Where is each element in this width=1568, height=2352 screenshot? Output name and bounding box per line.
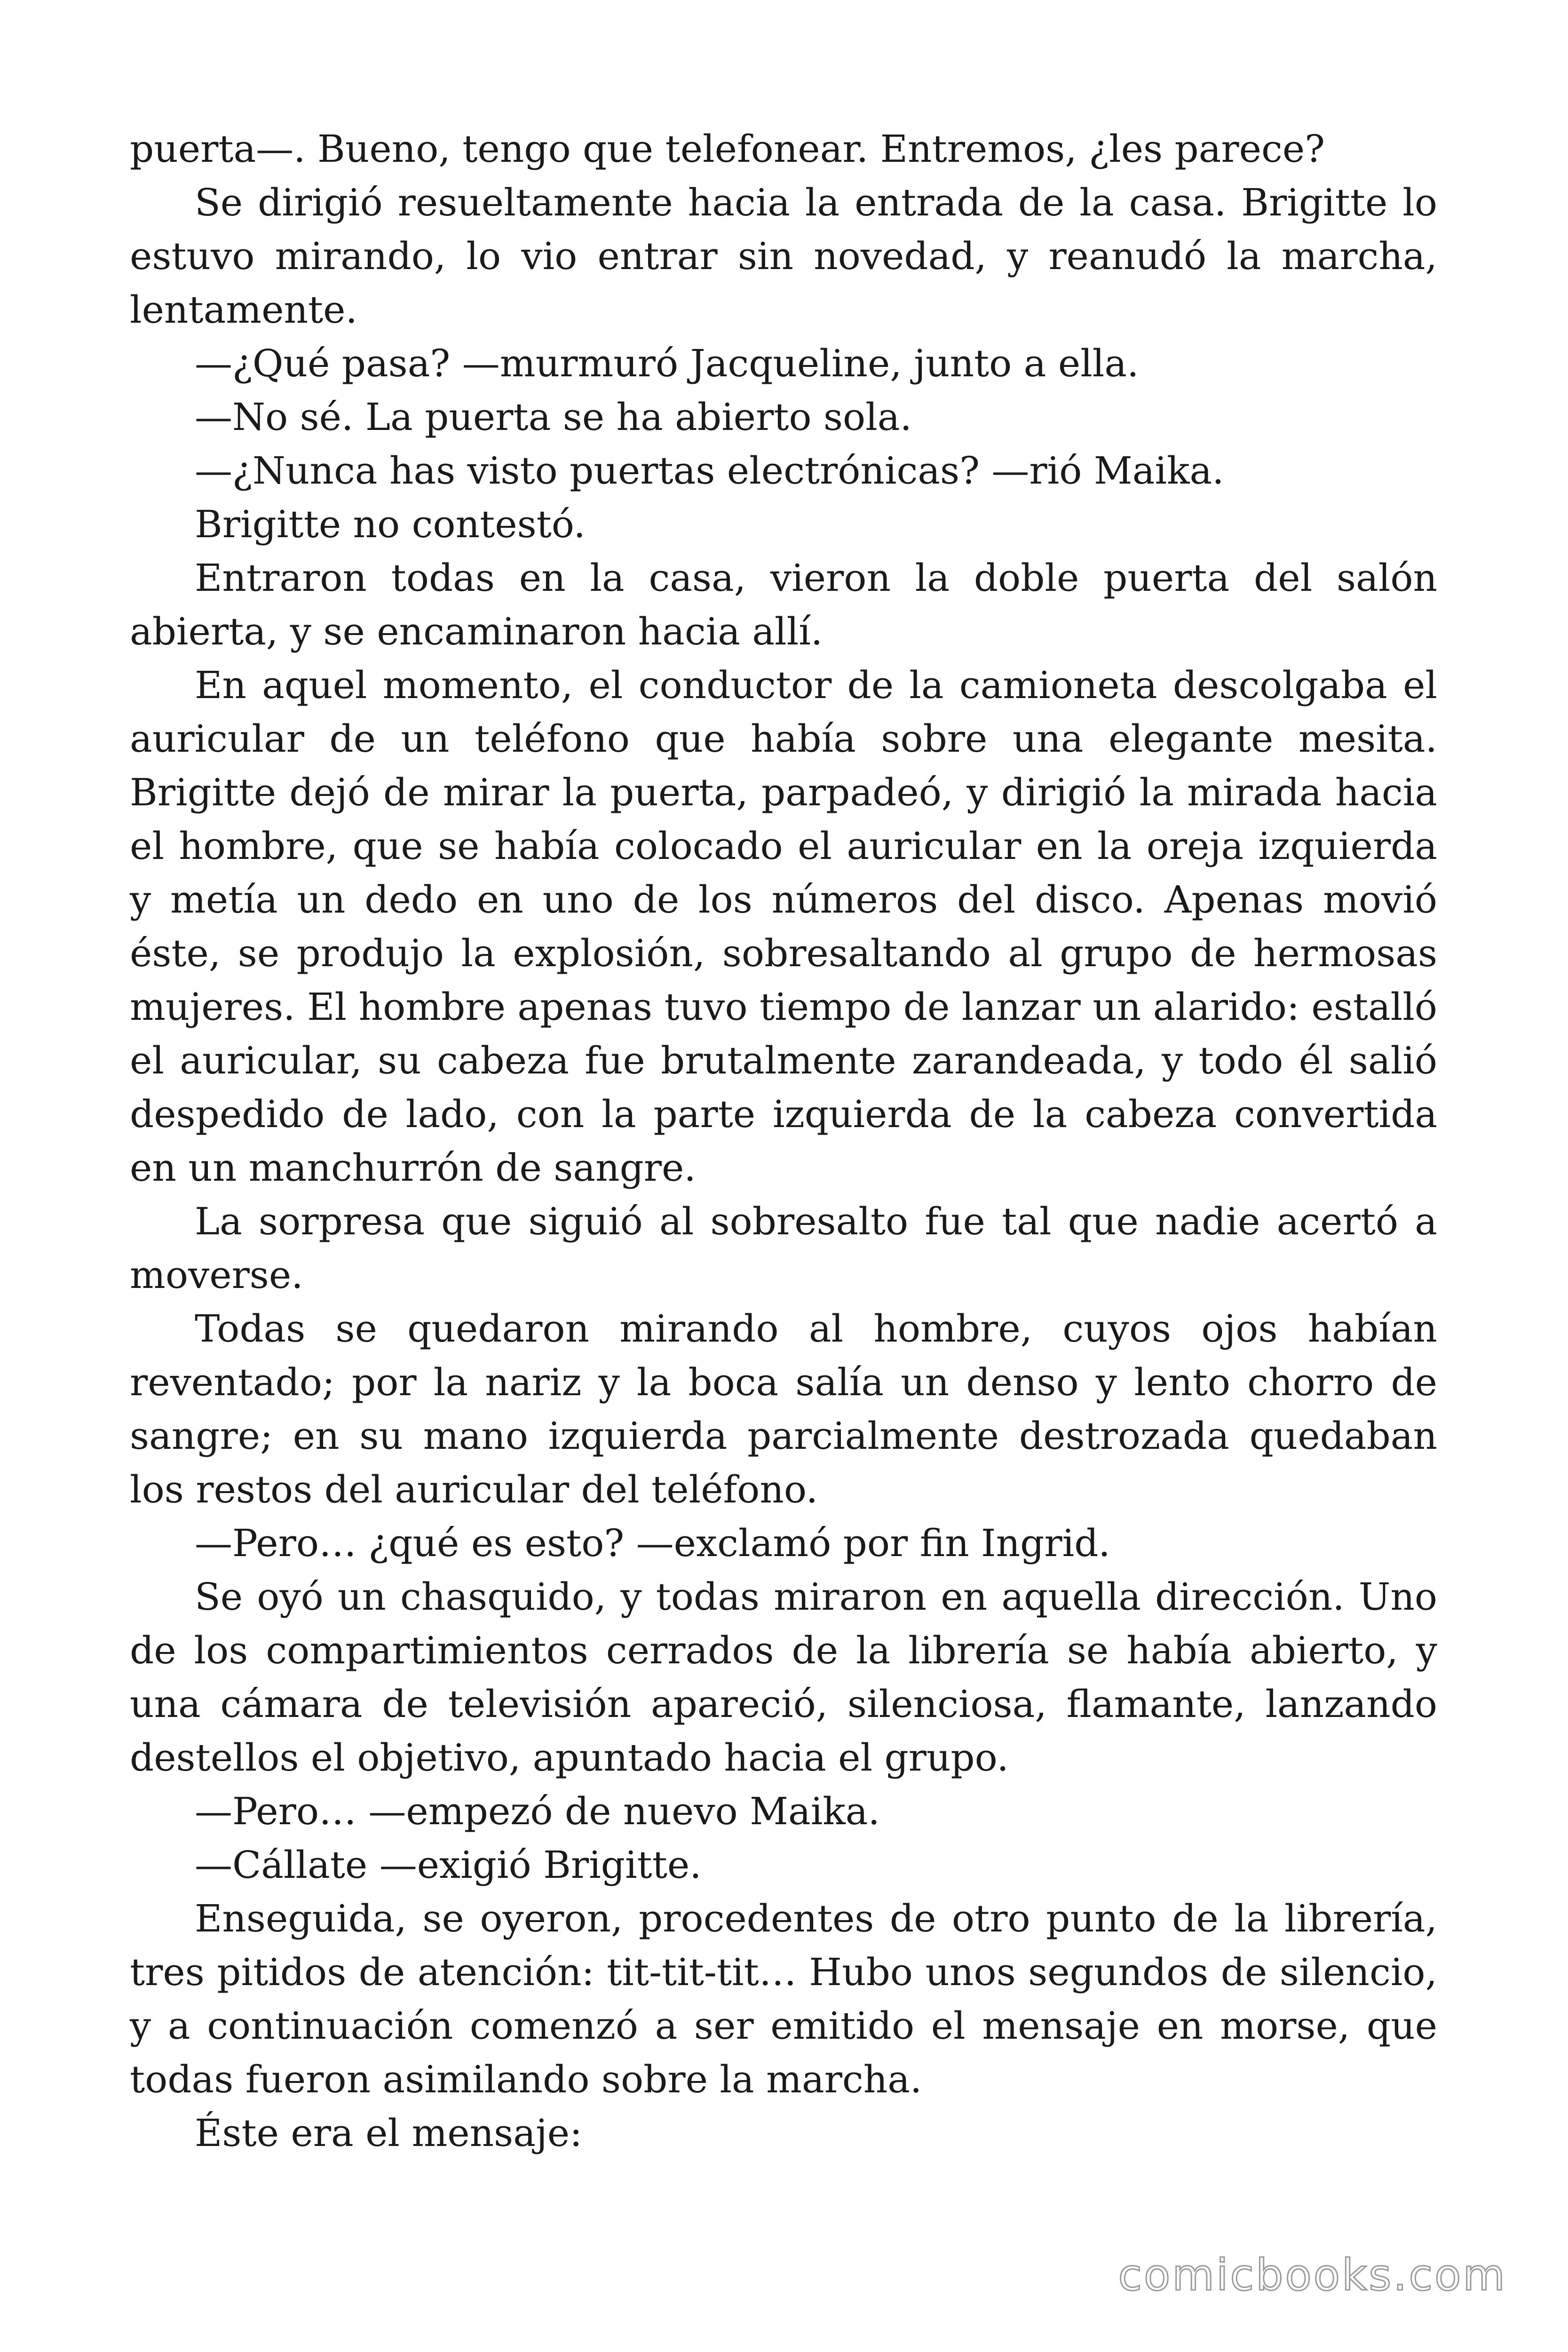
paragraph: —No sé. La puerta se ha abierto sola.: [195, 395, 912, 439]
paragraph: Brigitte no contestó.: [195, 502, 586, 546]
paragraph: Todas se quedaron mirando al hombre, cuyos ojos habían reventado; por la nariz y la boca salía un denso y lento chorro de sangre; en su mano izquierda parcialmente destrozada quedaban los restos del auricular del teléfono.: [130, 1307, 1437, 1511]
paragraph: puerta—. Bueno, tengo que telefonear. Entremos, ¿les parece?: [130, 127, 1325, 171]
paragraph: Se dirigió resueltamente hacia la entrada de la casa. Brigitte lo estuvo mirando, lo vio entrar sin novedad, y reanudó la marcha, lentamente.: [130, 181, 1437, 332]
paragraph: —Cállate —exigió Brigitte.: [195, 1843, 702, 1887]
paragraph: —Pero… ¿qué es esto? —exclamó por fin Ingrid.: [195, 1521, 1110, 1565]
paragraph: Éste era el mensaje:: [195, 2111, 583, 2155]
watermark: comicbooks.com: [1118, 2250, 1507, 2300]
paragraph: En aquel momento, el conductor de la camioneta descolgaba el auricular de un teléfono que había sobre una elegante mesita. Brigitte dejó de mirar la puerta, parpadeó, y dirigió la mirada hacia el hombre, que se había colocado el auricular en la oreja izquierda y metía un dedo en uno de los números del disco. Apenas movió éste, se produjo la explosión, sobresaltando al grupo de hermosas mujeres. El hombre apenas tuvo tiempo de lanzar un alarido: estalló el auricular, su cabeza fue brutalmente zarandeada, y todo él salió despedido de lado, con la parte izquierda de la cabeza convertida en un manchurrón de sangre.: [130, 663, 1437, 1190]
paragraph: —Pero… —empezó de nuevo Maika.: [195, 1789, 880, 1833]
paragraph: —¿Nunca has visto puertas electrónicas? —rió Maika.: [195, 449, 1224, 493]
paragraph: La sorpresa que siguió al sobresalto fue tal que nadie acertó a moverse.: [130, 1200, 1437, 1297]
paragraph: Entraron todas en la casa, vieron la doble puerta del salón abierta, y se encaminaron hacia allí.: [130, 556, 1437, 653]
paragraph: Se oyó un chasquido, y todas miraron en aquella dirección. Uno de los compartimientos cerrados de la librería se había abierto, y una cámara de televisión apareció, silenciosa, flamante, lanzando destellos el objetivo, apuntado hacia el grupo.: [130, 1575, 1437, 1780]
paragraph: Enseguida, se oyeron, procedentes de otro punto de la librería, tres pitidos de atención: tit-tit-tit… Hubo unos segundos de silencio, y a continuación comenzó a ser emitido el mensaje en morse, que todas fueron asimilando sobre la marcha.: [130, 1897, 1437, 2101]
page-body: [130, 122, 1437, 2160]
paragraph: —¿Qué pasa? —murmuró Jacqueline, junto a ella.: [195, 342, 1139, 385]
